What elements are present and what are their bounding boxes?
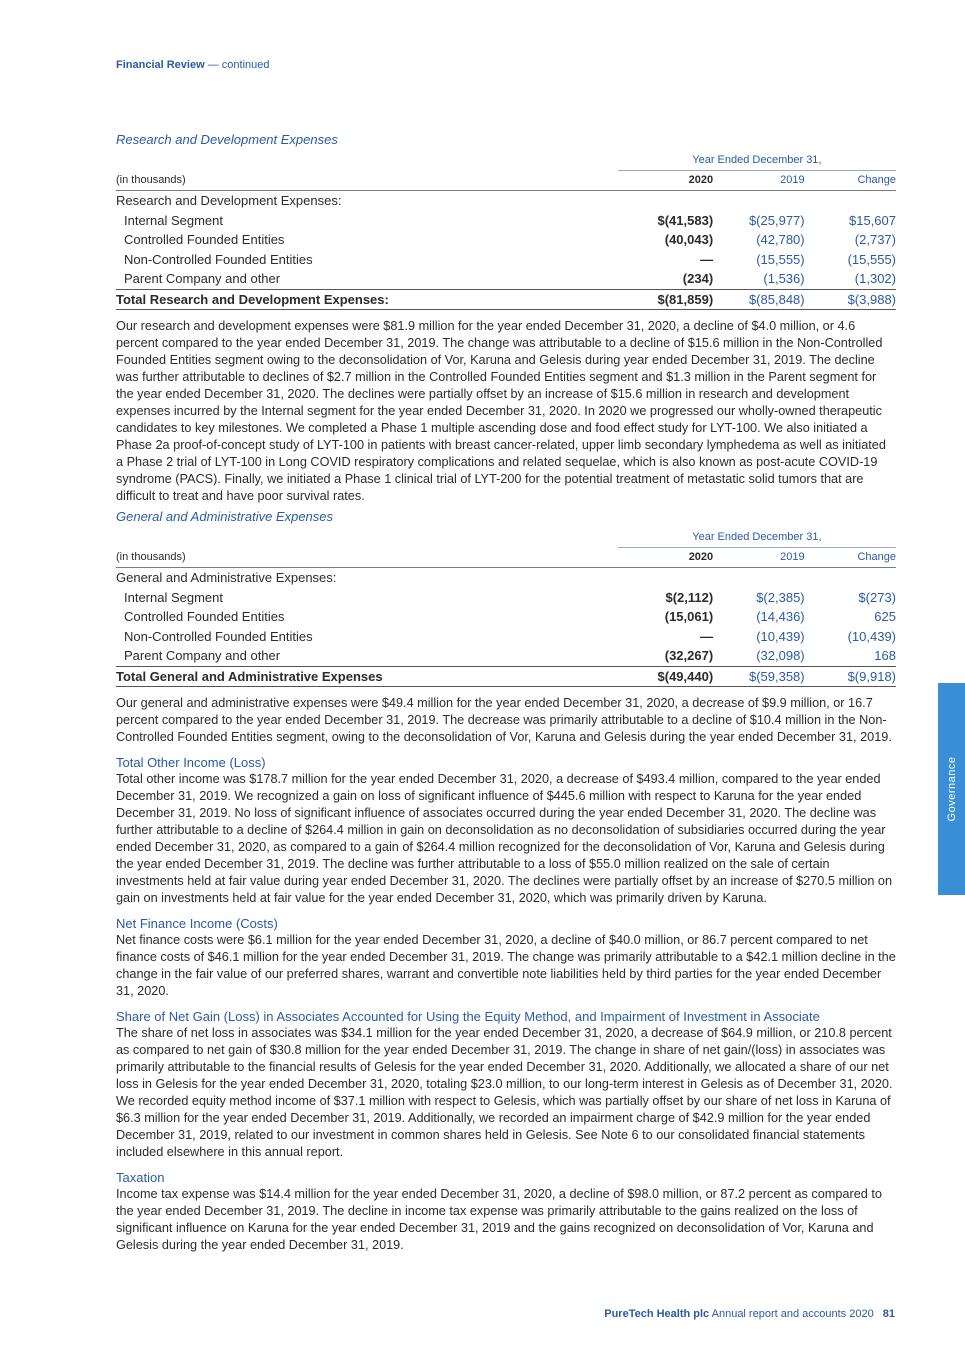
footer-company: PureTech Health plc xyxy=(604,1308,710,1320)
value-2019: $(2,385) xyxy=(756,589,805,605)
total-label: Total General and Administrative Expenses xyxy=(116,666,618,687)
total-2019: $(59,358) xyxy=(713,666,804,687)
value-change: $15,607 xyxy=(849,212,896,228)
table-row xyxy=(116,230,896,250)
value-2020: $(41,583) xyxy=(657,212,714,228)
value-2019: (42,780) xyxy=(756,232,805,248)
total-label: Total Research and Development Expenses: xyxy=(116,289,618,310)
governance-side-tab[interactable] xyxy=(938,683,965,895)
page-footer xyxy=(604,1308,895,1320)
rd-table xyxy=(116,150,896,310)
value-change: 168 xyxy=(874,648,896,664)
total-2020: $(49,440) xyxy=(618,666,713,687)
associates-heading: Share of Net Gain (Loss) in Associates Accounted for Using the Equity Method, and Impairment of Investment in Associate xyxy=(116,1009,820,1024)
table-row xyxy=(116,607,896,627)
ga-col-2019: 2019 xyxy=(713,547,804,568)
ga-group-label: General and Administrative Expenses: xyxy=(116,570,337,586)
rd-title: Research and Development Expenses xyxy=(116,132,338,147)
row-label: Non-Controlled Founded Entities xyxy=(124,251,313,267)
total-change: $(3,988) xyxy=(805,289,896,310)
rd-total-row xyxy=(116,289,896,310)
table-row xyxy=(116,588,896,608)
rd-unit-label: (in thousands) xyxy=(116,170,618,191)
main-content xyxy=(116,132,896,1258)
table-row xyxy=(116,646,896,666)
value-change: (1,302) xyxy=(854,271,896,287)
other-income-heading: Total Other Income (Loss) xyxy=(116,755,266,770)
other-income-paragraph: Total other income was $178.7 million for the year ended December 31, 2020, a decrease of $493.4 million, compared to the year ended December 31, 2019. We recognized a gain on loss of significant influence of $445.6 million with respect to Karuna for the year ended December 31, 2019. No loss of significant influence of associates occurred during the year ended December 31, 2020. The decline was further attributable to a decline of $264.4 million in gain on deconsolidation as no deconsolidation of subsidiaries occurred during the year ended December 31, 2020, as compared to a gain of $264.4 million recognized for the deconsolidation of Vor, Karuna and Gelesis during the year ended December 31, 2019. The decline was further attributable to a loss of $55.0 million realized on the sale of certain investments held at fair value during year ended December 31, 2020. The declines were partially offset by an increase of $270.5 million on gain on investments held at fair value for the year ended December 31, 2020, which was primarily driven by Karuna. xyxy=(116,772,893,905)
value-change: (15,555) xyxy=(847,251,896,267)
net-finance-heading: Net Finance Income (Costs) xyxy=(116,916,278,931)
value-2019: (15,555) xyxy=(756,251,805,267)
ga-title: General and Administrative Expenses xyxy=(116,509,334,524)
table-row xyxy=(116,627,896,647)
page-number: 81 xyxy=(882,1308,895,1320)
rd-year-header: Year Ended December 31, xyxy=(618,150,896,170)
ga-col-2020: 2020 xyxy=(618,547,713,568)
value-2020: — xyxy=(700,628,714,644)
row-label: Internal Segment xyxy=(124,212,224,228)
taxation-heading: Taxation xyxy=(116,1170,165,1185)
rd-col-change: Change xyxy=(805,170,896,191)
net-finance-paragraph: Net finance costs were $6.1 million for the year ended December 31, 2020, a decline of $40.0 million, or 86.7 percent compared to net finance costs of $46.1 million for the year ended December 31, 2019. The change was primarily attributable to a $42.1 million decline in the change in the fair value of our preferred shares, warrant and convertible note liabilities held by third parties for the year ended December 31, 2020. xyxy=(116,933,896,998)
value-2019: $(25,977) xyxy=(748,212,805,228)
header-suffix: — continued xyxy=(207,59,270,71)
table-row xyxy=(116,250,896,270)
total-2020: $(81,859) xyxy=(618,289,713,310)
rd-col-2019: 2019 xyxy=(713,170,804,191)
header-section: Financial Review xyxy=(116,59,205,71)
table-row xyxy=(116,269,896,289)
footer-report: Annual report and accounts 2020 xyxy=(711,1308,874,1320)
value-change: $(273) xyxy=(858,589,896,605)
value-change: 625 xyxy=(874,609,896,625)
value-2019: (32,098) xyxy=(756,648,805,664)
total-2019: $(85,848) xyxy=(713,289,804,310)
ga-total-row xyxy=(116,666,896,687)
value-2020: — xyxy=(700,251,714,267)
rd-group-label: Research and Development Expenses: xyxy=(116,193,342,209)
ga-col-change: Change xyxy=(805,547,896,568)
value-2020: (40,043) xyxy=(664,232,714,248)
rd-col-2020: 2020 xyxy=(618,170,713,191)
table-row xyxy=(116,211,896,231)
row-label: Controlled Founded Entities xyxy=(124,232,285,248)
row-label: Controlled Founded Entities xyxy=(124,609,285,625)
side-tab-label: Governance xyxy=(945,756,958,822)
row-label: Non-Controlled Founded Entities xyxy=(124,628,313,644)
ga-unit-label: (in thousands) xyxy=(116,547,618,568)
value-2019: (10,439) xyxy=(756,628,805,644)
page-header xyxy=(116,59,269,71)
associates-paragraph: The share of net loss in associates was $34.1 million for the year ended December 31, 2020, a decrease of $64.9 million, or 210.8 percent as compared to net gain of $30.8 million for the year ended December 31, 2019. The change in share of net gain/(loss) in associates was primarily attributable to the financial results of Gelesis for the year ended December 31, 2020. Additionally, we allocated a share of our net loss in Gelesis for the year ended December 31, 2020, totaling $23.0 million, to our long-term interest in Gelesis as of December 31, 2020. We recorded equity method income of $37.1 million with respect to Gelesis, which was partially offset by our share of net loss in Karuna of $6.3 million for the year ended December 31, 2019. Additionally, we recorded an impairment charge of $42.9 million for the year ended December 31, 2019, related to our investment in common shares held in Gelesis. See Note 6 to our consolidated financial statements included elsewhere in this annual report. xyxy=(116,1026,893,1159)
value-2020: (234) xyxy=(682,271,714,287)
value-2019: (14,436) xyxy=(756,609,805,625)
value-2020: $(2,112) xyxy=(665,589,714,605)
total-change: $(9,918) xyxy=(805,666,896,687)
row-label: Parent Company and other xyxy=(124,648,281,664)
row-label: Parent Company and other xyxy=(124,271,281,287)
row-label: Internal Segment xyxy=(124,589,224,605)
taxation-paragraph: Income tax expense was $14.4 million for the year ended December 31, 2020, a decline of $98.0 million, or 87.2 percent as compared to the year ended December 31, 2019. The decline in income tax expense was primarily attributable to the gains realized on the loss of significant influence on Karuna for the year ended December 31, 2019 and the gains recognized on deconsolidation of Vor, Karuna and Gelesis during the year ended December 31, 2019. xyxy=(116,1187,882,1252)
value-change: (2,737) xyxy=(854,232,896,248)
value-2019: (1,536) xyxy=(763,271,805,287)
value-change: (10,439) xyxy=(847,628,896,644)
ga-year-header: Year Ended December 31, xyxy=(618,527,896,547)
value-2020: (15,061) xyxy=(664,609,714,625)
ga-table xyxy=(116,527,896,687)
value-2020: (32,267) xyxy=(664,648,714,664)
ga-paragraph: Our general and administrative expenses were $49.4 million for the year ended December 31, 2020, a decrease of $9.9 million, or 16.7 percent compared to the year ended December 31, 2019. The decrease was primarily attributable to a decline of $10.4 million in the Non-Controlled Founded Entities segment, owing to the deconsolidation of Vor, Karuna and Gelesis during the year ended December 31, 2019. xyxy=(116,696,892,744)
rd-paragraph: Our research and development expenses were $81.9 million for the year ended December 31, 2020, a decline of $4.0 million, or 4.6 percent compared to the year ended December 31, 2019. The change was attributable to a decline of $15.6 million in the Non-Controlled Founded Entities segment owing to the deconsolidation of Vor, Karuna and Gelesis during year ended December 31, 2019. The decline was further attributable to declines of $2.7 million in the Controlled Founded Entities segment and $1.3 million in the Parent segment for the year ended December 31, 2020. The declines were partially offset by an increase of $15.6 million in research and development expenses incurred by the Internal segment for the year ended December 31, 2020. In 2020 we progressed our wholly-owned therapeutic candidates to key milestones. We completed a Phase 1 multiple ascending dose and food effect study for LYT-100. We also initiated a Phase 2a proof-of-concept study of LYT-100 in patients with breast cancer-related, upper limb secondary lymphedema as well as initiated a Phase 2 trial of LYT-100 in Long COVID respiratory complications and related sequelae, which is also known as post-acute COVID-19 syndrome (PACS). Finally, we initiated a Phase 1 clinical trial of LYT-200 for the potential treatment of metastatic solid tumors that are difficult to treat and have poor survival rates. xyxy=(116,319,886,503)
